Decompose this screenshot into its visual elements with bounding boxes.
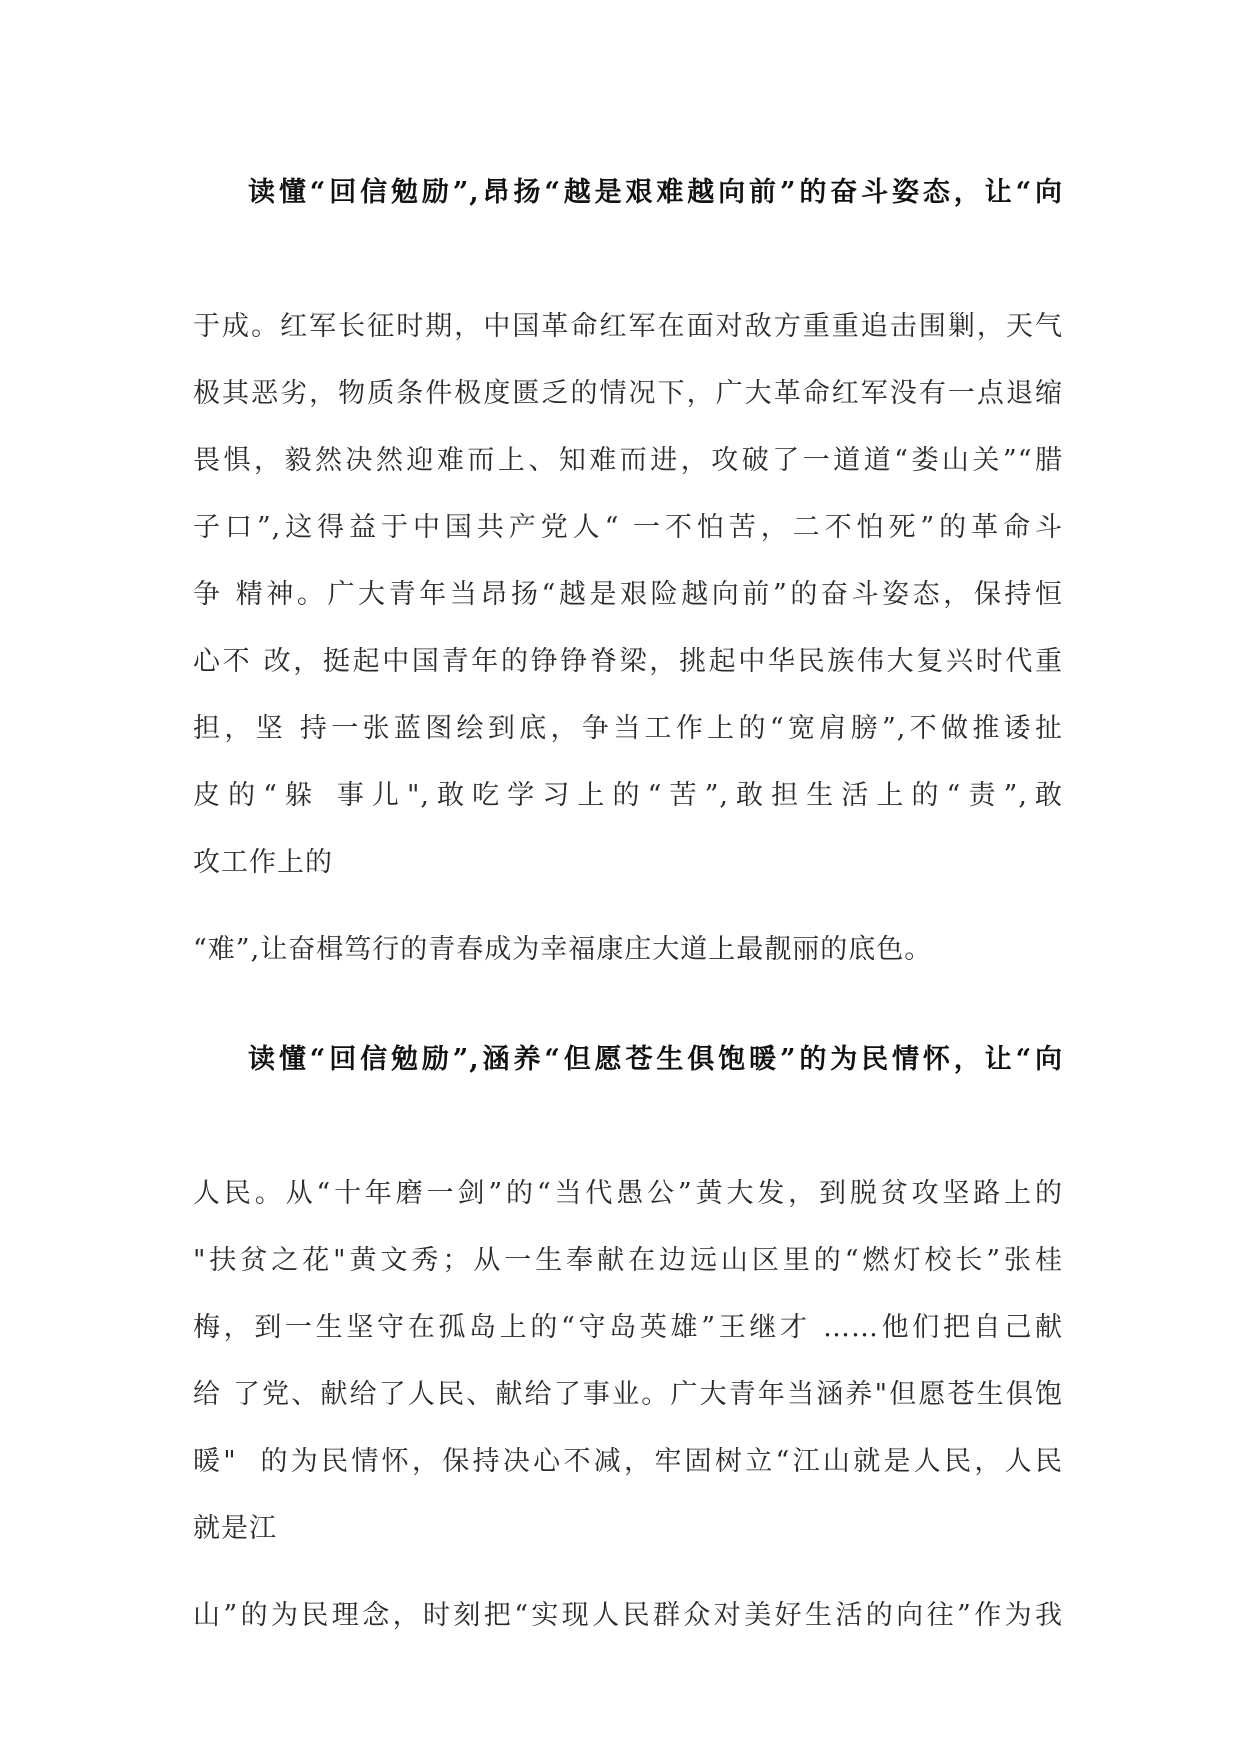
paragraph-1-line-4: 极其恶劣，物质条件极度匮乏的情况下，广大革命红军没有一点退缩 [193, 378, 1063, 409]
paragraph-1-line-3: 于成。红军长征时期，中国革命红军在面对敌方重重追击围剿，天气 [193, 311, 1063, 342]
paragraph-2-line-3: 人民。从“十年磨一剑”的“当代愚公”黄大发，到脱贫攻坚路上的 [193, 1178, 1063, 1209]
paragraph-1-line-5: 畏惧，毅然决然迎难而上、知难而进，攻破了一道道“娄山关”“腊 [193, 445, 1063, 476]
paragraph-2-line-2 [193, 1102, 1063, 1152]
paragraph-2-line-9: 山”的为民理念，时刻把“实现人民群众对美好生活的向往”作为我 [193, 1600, 1063, 1631]
paragraph-1-line-2 [193, 235, 1063, 285]
paragraph-2-line-6: 给 了党、献给了人民、献给了事业。广大青年当涵养"但愿苍生俱饱 [193, 1379, 1063, 1410]
paragraph-1-line-11: 攻工作上的 [193, 847, 333, 878]
paragraph-1-line-7: 争 精神。广大青年当昂扬“越是艰险越向前”的奋斗姿态，保持恒 [193, 579, 1063, 610]
paragraph-1-heading-line-1: 读懂“回信勉励”,昂扬“越是艰难越向前”的奋斗姿态，让“向 [248, 177, 1063, 208]
paragraph-2-line-5: 梅，到一生坚守在孤岛上的“守岛英雄”王继才 ……他们把自己献 [193, 1312, 1063, 1343]
paragraph-2-line-8: 就是江 [193, 1513, 277, 1544]
paragraph-2-heading-line-1: 读懂“回信勉励”,涵养“但愿苍生俱饱暖”的为民情怀，让“向 [248, 1044, 1063, 1075]
paragraph-1-line-10: 皮的“躲 事儿",敢吃学习上的“苦”,敢担生活上的“责”,敢 [193, 780, 1063, 811]
paragraph-1-line-6: 子口”,这得益于中国共产党人“ 一不怕苦，二不怕死”的革命斗 [193, 512, 1063, 543]
paragraph-1-line-9: 担，坚 持一张蓝图绘到底，争当工作上的“宽肩膀”,不做推诿扯 [193, 713, 1063, 744]
paragraph-1-line-12: “难”,让奋楫笃行的青春成为幸福康庄大道上最靓丽的底色。 [193, 934, 933, 965]
paragraph-2-line-7: 暖" 的为民情怀，保持决心不减，牢固树立“江山就是人民，人民 [193, 1446, 1063, 1477]
paragraph-1-line-8: 心不 改，挺起中国青年的铮铮脊梁，挑起中华民族伟大复兴时代重 [193, 646, 1063, 677]
paragraph-2-line-4: "扶贫之花"黄文秀；从一生奉献在边远山区里的“燃灯校长”张桂 [193, 1245, 1063, 1276]
